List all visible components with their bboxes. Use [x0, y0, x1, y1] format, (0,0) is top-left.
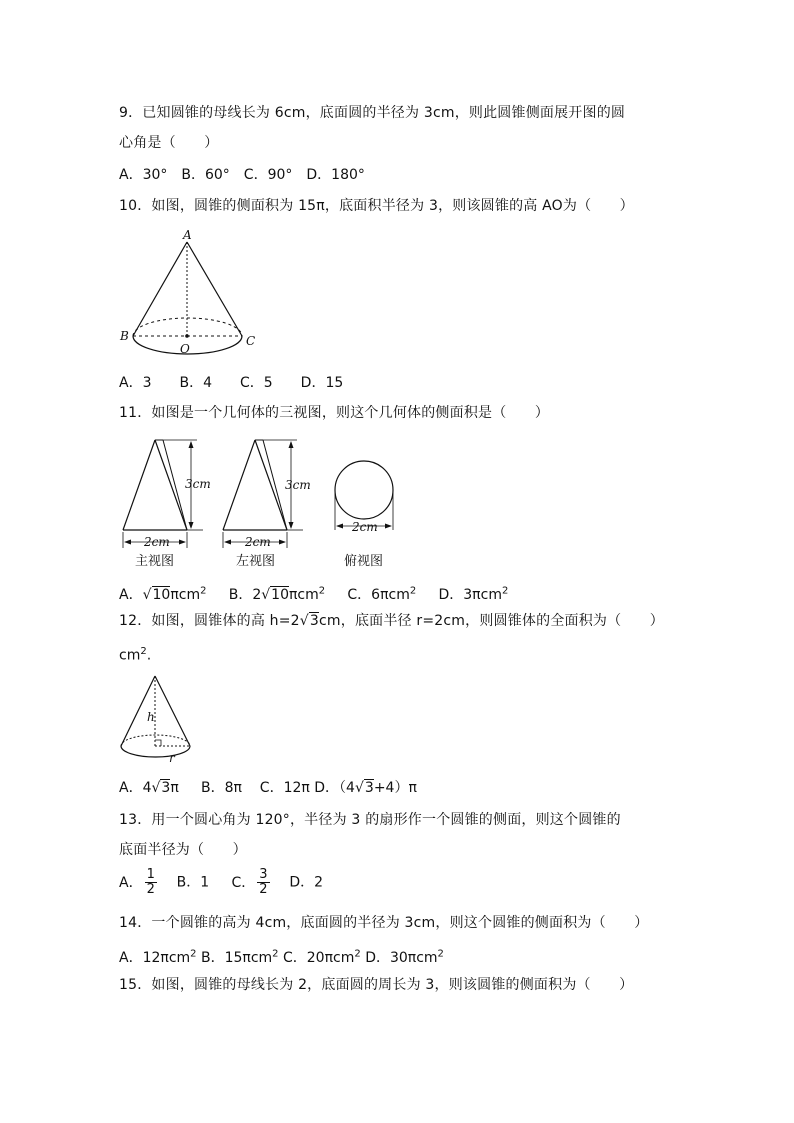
q13-options: [119, 868, 323, 897]
q14-option-d: D．30πcm$^2$: [365, 948, 444, 966]
q9-text-line2: 心角是（ ）: [119, 135, 219, 151]
label-o: O: [180, 342, 190, 356]
front-view-caption: 主视图: [135, 554, 175, 569]
q12-cone-figure: [115, 670, 205, 770]
label-r: r: [169, 751, 175, 765]
q11-option-c: C．6πcm$^2$: [347, 585, 417, 603]
q10-text: 10．如图，圆锥的侧面积为 15π，底面积半径为 3，则该圆锥的高 AO为（ ）: [119, 198, 634, 214]
top-view-caption: 俯视图: [344, 554, 384, 569]
q9-options: A．30° B．60° C．90° D．180°: [119, 167, 365, 183]
q14-options: [119, 944, 444, 968]
q9-text-line1: 9．已知圆锥的母线长为 6cm，底面圆的半径为 3cm，则此圆锥侧面展开图的圆: [119, 105, 626, 121]
q11-text: 11．如图是一个几何体的三视图，则这个几何体的侧面积是（ ）: [119, 405, 550, 421]
cone-side-left: [133, 242, 187, 336]
q14-text: 14．一个圆锥的高为 4cm，底面圆的半径为 3cm，则这个圆锥的侧面积为（ ）: [119, 915, 649, 931]
front-base-label: 2cm: [144, 535, 170, 549]
left-view: [223, 440, 311, 569]
q12-text-line2: $cm^2$.: [119, 646, 152, 664]
top-base-label: 2cm: [352, 520, 378, 534]
label-a: A: [183, 228, 192, 242]
front-height-label: 3cm: [185, 477, 211, 491]
q13-option-a: A． $\frac{1}{2}$: [119, 867, 155, 897]
q12-text: 12．如图，圆锥体的高 h=2√3cm，底面半径 r=2cm，则圆锥体的全面积为（ ）: [119, 613, 664, 629]
left-view-caption: 左视图: [236, 554, 276, 569]
q13-option-b: B．1: [176, 874, 210, 891]
q12-option-b: B．8π: [201, 780, 242, 796]
q13-option-c: C． $\frac{3}{2}$: [231, 867, 268, 897]
q12-option-a: A．4√3π: [119, 780, 179, 796]
top-view: [335, 461, 393, 569]
q10-options: A．3 B．4 C．5 D．15: [119, 375, 344, 391]
q12-option-c: C．12π: [259, 780, 310, 796]
label-b: B: [120, 329, 129, 343]
q11-options: [119, 581, 508, 605]
label-c: C: [246, 334, 256, 348]
q15-text: 15．如图，圆锥的母线长为 2，底面圆的周长为 3，则该圆锥的侧面积为（ ）: [119, 977, 634, 993]
q11-option-b: B．2√10πcm$^2$: [228, 585, 326, 603]
q14-option-a: A．12πcm$^2$: [119, 948, 197, 966]
q10-cone-figure: [115, 228, 265, 358]
left-height-label: 3cm: [285, 478, 311, 492]
center-point-o: [185, 334, 189, 338]
left-base-label: 2cm: [245, 535, 271, 549]
q14-option-b: B．15πcm$^2$: [200, 948, 279, 966]
q12-option-d: D．（4√3+4）π: [314, 780, 417, 796]
q11-option-a: A．√10πcm$^2$: [119, 585, 207, 603]
q13-option-d: D．2: [289, 874, 324, 891]
q11-option-d: D．3πcm$^2$: [438, 585, 509, 603]
q13-text-line1: 13．用一个圆心角为 120°，半径为 3 的扇形作一个圆锥的侧面，则这个圆锥的: [119, 812, 621, 828]
q11-three-view-figure: [115, 432, 415, 572]
q14-option-c: C．20πcm$^2$: [283, 948, 361, 966]
label-h: h: [147, 710, 155, 724]
q12-options: [119, 778, 417, 798]
q13-text-line2: 底面半径为（ ）: [119, 842, 247, 858]
cone-side-right: [187, 242, 242, 336]
front-view: [123, 440, 211, 569]
